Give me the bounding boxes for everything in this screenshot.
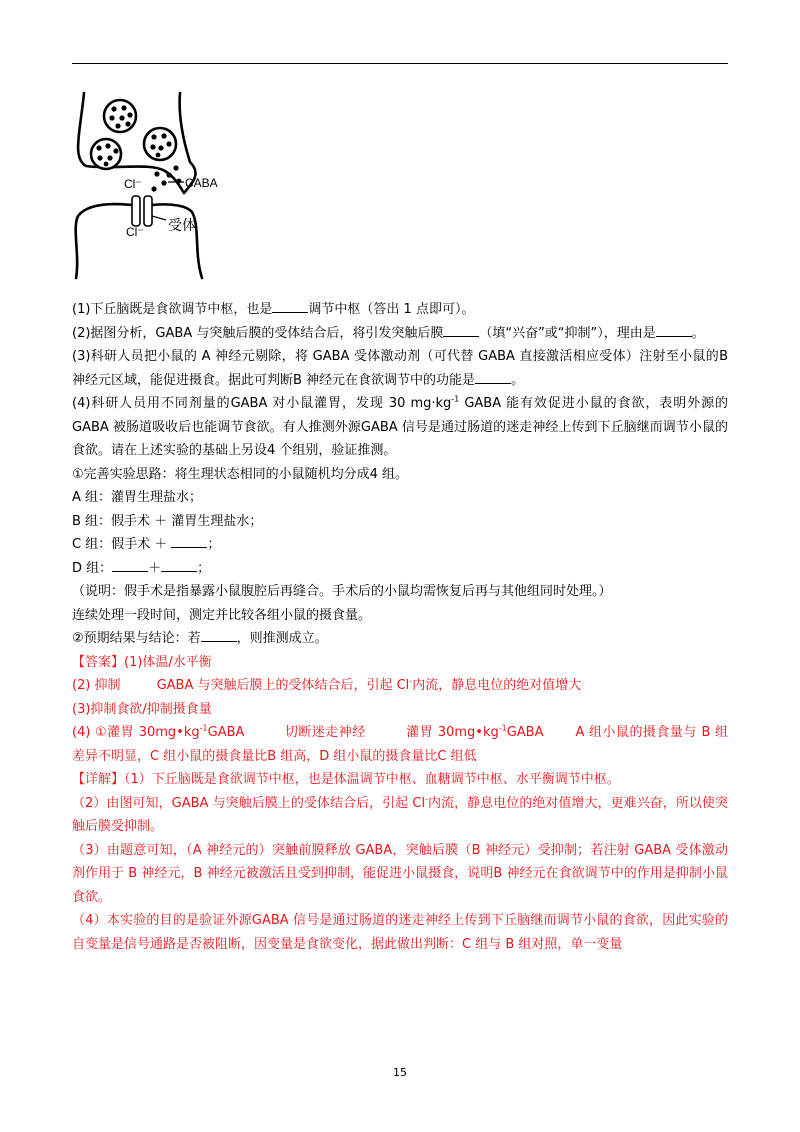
receptor-label-pointer <box>152 216 166 220</box>
answer-tag: 【答案】 <box>72 654 125 670</box>
answer-3: (3)抑制食欲/抑制摄食量 <box>72 701 212 717</box>
answer-2: (2) 抑制 GABA 与突触后膜上的受体结合后，引起 Cl-内流，静息电位的绝对值增大 <box>72 676 582 693</box>
experiment-step-1: ①完善实验思路：将生理状态相同的小鼠随机均分成4 组。 <box>72 466 409 482</box>
receptor-label: 受体 <box>168 218 196 234</box>
detail-2: （2）由图可知，GABA 与突触后膜上的受体结合后，引起 Cl-内流，静息电位的绝对值增大，更难兴奋，所以使突触后膜受抑制。 <box>72 794 728 834</box>
answer-blank <box>656 322 692 337</box>
answer-blank <box>201 627 237 642</box>
detail-4: （4）本实验的目的是验证外源GABA 信号是通过肠道的迷走神经上传到下丘脑继而调节小鼠的食欲，因此实验的自变量是信号通路是否被阻断，因变量是食欲变化，据此做出判断：C 组与 B 组对照，单一变量 <box>72 913 728 952</box>
group-b: B 组：假手术 ＋ 灌胃生理盐水； <box>72 513 263 529</box>
answer-blank <box>161 557 197 572</box>
header-rule <box>72 63 728 64</box>
note: （说明：假手术是指暴露小鼠腹腔后再缝合。手术后的小鼠均需恢复后再与其他组同时处理。） <box>72 584 612 599</box>
detail-3: （3）由题意可知，（A 神经元的）突触前膜释放 GABA，突触后膜（B 神经元）受抑制；若注射 GABA 受体激动剂作用于 B 神经元，B 神经元被激活且受到抑制，能促进小鼠摄食，说明B 神经元在食欲调节中的作用是抑制小鼠食欲。 <box>72 842 728 905</box>
experiment-step-2: ②预期结果与结论：若 ，则推测成立。 <box>72 627 728 651</box>
cl-label-top: Cl⁻ <box>124 177 142 191</box>
answer-4: (4) ①灌胃 $30mg•kg^{-1}GABA$ 切断迷走神经 灌胃 $30mg•kg^{-1}GABA$ A 组小鼠的摄食量与 B 组差异不明显，C 组小鼠的摄食量比B 组高，D 组小鼠的摄食量比C 组低 <box>72 723 728 764</box>
answer-1: 【答案】(1)体温/水平衡 <box>72 654 212 670</box>
cl-label-bottom: Cl⁻ <box>126 225 144 239</box>
answer-blank <box>272 298 308 313</box>
answer-blank <box>443 322 479 337</box>
procedure-continue: 连续处理一段时间，测定并比较各组小鼠的摄食量。 <box>72 607 372 623</box>
question-4: (4)科研人员用不同剂量的GABA 对小鼠灌胃，发现 30 $mg\cdot kg^{-1}$ GABA 能有效促进小鼠的食欲，表明外源的GABA 被肠道吸收后也能调节食欲。有人推测外源GABA 信号是通过肠道的迷走神经上传到下丘脑继而调节小鼠的食欲。请在上述实验的基础上另设4 个组别，验证推测。 <box>72 394 729 458</box>
postsynaptic-membrane-right <box>152 204 202 278</box>
answer-blank <box>171 533 207 548</box>
group-c: C 组：假手术 ＋ ； <box>72 533 728 557</box>
gaba-label: CABA <box>185 176 218 190</box>
detail-1: 【详解】（1）下丘脑既是食欲调节中枢，也是体温调节中枢、血糖调节中枢、水平衡调节中枢。 <box>72 772 620 787</box>
question-2: (2)据图分析，GABA 与突触后膜的受体结合后，将引发突触后膜 （填“兴奋”或“抑制”），理由是 。 <box>72 322 728 346</box>
receptor-channel <box>132 196 152 226</box>
synapse-diagram <box>72 88 242 288</box>
answer-blank <box>475 369 511 384</box>
question-1: (1)下丘脑既是食欲调节中枢，也是 调节中枢（答出 1 点即可）。 <box>72 298 728 322</box>
question-body <box>72 298 728 956</box>
page-number: 15 <box>393 1066 407 1079</box>
detail-tag: 【详解】 <box>72 772 125 787</box>
answer-section <box>72 651 728 769</box>
detail-section <box>72 768 728 956</box>
postsynaptic-membrane-left <box>76 204 132 278</box>
group-a: A 组：灌胃生理盐水； <box>72 490 203 505</box>
answer-blank <box>112 557 148 572</box>
question-3: (3)科研人员把小鼠的 A 神经元剔除，将 GABA 受体激动剂（可代替 GABA 直接激活相应受体）注射至小鼠的B 神经元区域，能促进摄食。据此可判断B 神经元在食欲调节中的功能是 。 <box>72 349 728 388</box>
group-d: D 组： ＋ ； <box>72 557 728 581</box>
